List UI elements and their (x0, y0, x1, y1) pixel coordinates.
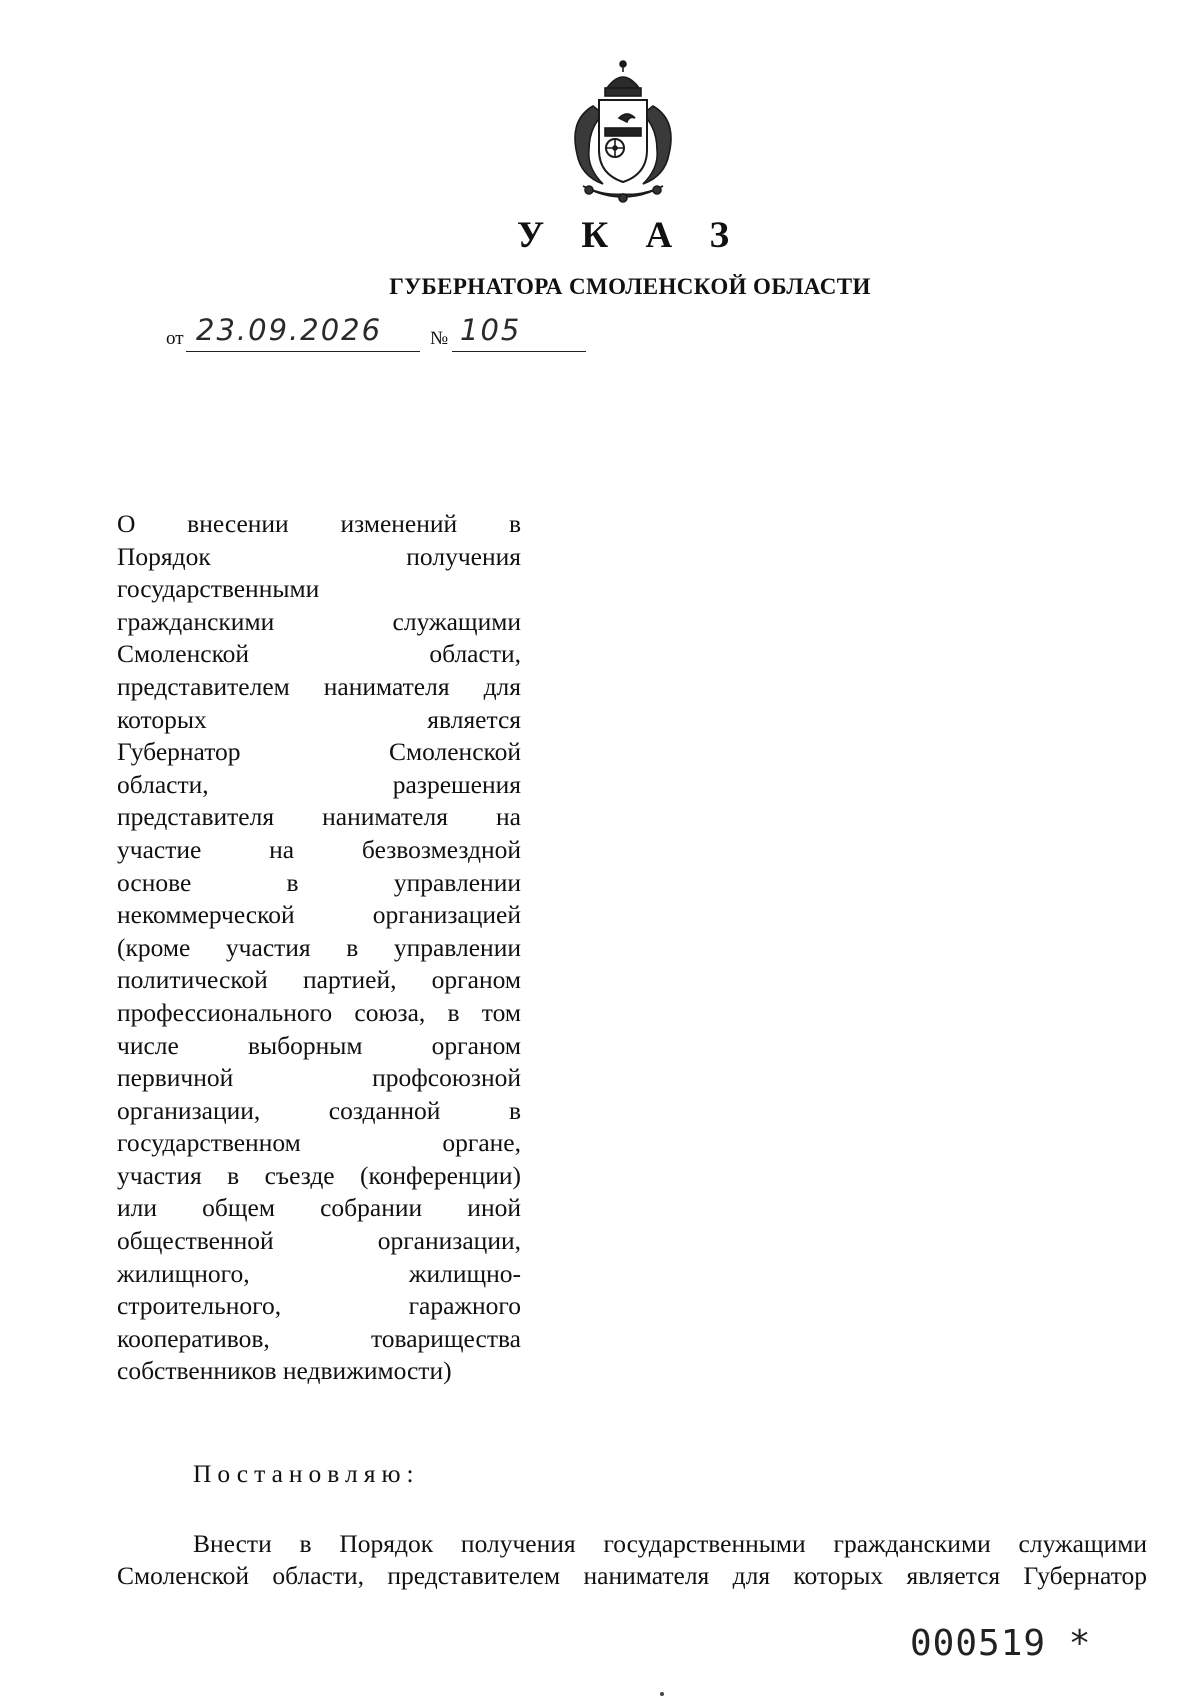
document-subtitle: ГУБЕРНАТОРА СМОЛЕНСКОЙ ОБЛАСТИ (389, 274, 871, 299)
subject-line: общественной организации, (117, 1226, 521, 1256)
subject-line: О внесении изменений в (117, 509, 521, 538)
subject-line: области, разрешения (117, 769, 521, 799)
body-line: Смоленской области, представителем нанимателя для которых является Губернатор (117, 1561, 1147, 1590)
date-field (186, 313, 420, 352)
subject-line: (кроме участия в управлении (117, 932, 521, 962)
subject-line: первичной профсоюзной (117, 1063, 521, 1093)
handwritten-number: 105 (460, 313, 522, 347)
subject-line: некоммерческой организацией (117, 900, 521, 930)
decree-word: Постановляю: (193, 1459, 420, 1488)
subject-line: жилищного, жилищно- (117, 1258, 521, 1288)
date-number-line (166, 313, 606, 360)
document-subject (117, 508, 521, 1388)
subject-line: кооперативов, товарищества (117, 1323, 521, 1353)
subject-line: профессионального союза, в том (117, 997, 521, 1027)
subject-line: Губернатор Смоленской (117, 737, 521, 767)
subject-line: основе в управлении (117, 867, 521, 897)
subject-line: Порядок получения (117, 541, 521, 571)
date-label: от (166, 328, 184, 349)
subject-line: участия в съезде (конференции) (117, 1160, 521, 1190)
subject-line: строительного, гаражного (117, 1291, 521, 1321)
subject-line: Смоленской области, (117, 639, 521, 669)
subject-line: политической партией, органом (117, 965, 521, 995)
number-label: № (430, 328, 449, 349)
body-text (117, 1528, 1147, 1592)
body-line: Внести в Порядок получения государственными гражданскими служащими (193, 1529, 1147, 1558)
subject-line: числе выборным органом (117, 1030, 521, 1060)
subject-line: организации, созданной в (117, 1095, 521, 1125)
number-field (452, 313, 586, 352)
subject-line: участие на безвозмездной (117, 834, 521, 864)
page-mark (660, 1692, 664, 1696)
subject-line: которых является (117, 704, 521, 734)
subject-line: собственников недвижимости) (117, 1356, 452, 1386)
subject-line: или общем собрании иной (117, 1193, 521, 1223)
coat-of-arms-emblem (563, 58, 683, 204)
subject-line: представителя нанимателя на (117, 802, 521, 832)
subject-line: представителем нанимателя для (117, 671, 521, 701)
subject-line: гражданскими служащими (117, 606, 521, 636)
subject-line: государственном органе, (117, 1128, 521, 1158)
subject-line: государственными (117, 574, 320, 604)
serial-number: 000519 * (910, 1623, 1092, 1664)
document-title: У К А З (517, 215, 743, 256)
handwritten-date: 23.09.2026 (196, 313, 383, 347)
